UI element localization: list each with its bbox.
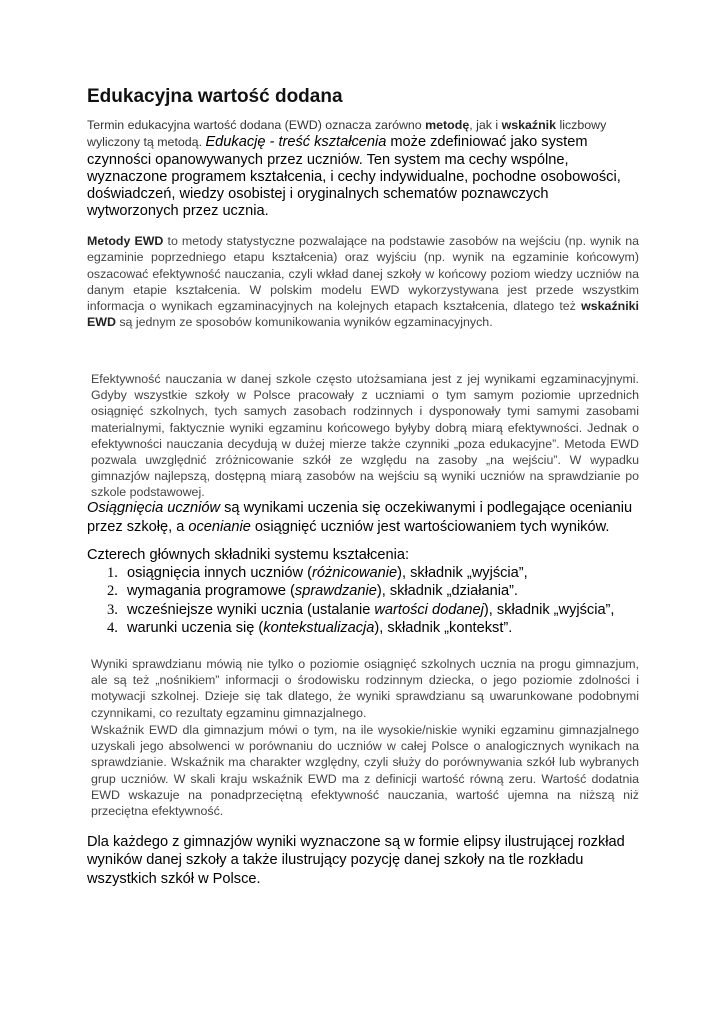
list-item xyxy=(107,582,639,600)
list-number: 2. xyxy=(107,583,118,600)
italic-term: sprawdzanie xyxy=(294,583,377,600)
test-results-paragraph: Wyniki sprawdzianu mówią nie tylko o poziomie osiągnięć szkolnych ucznia na progu gimnazjum, ale są też „nośnikiem” informacji o środowisku rodzinnym dziecka, o jego poziomie zdolności i motywacji szkolnej. Dzieje się tak dlatego, że wyniki sprawdzianu są uwarunkowane podobnymi czynnikami, co rezultaty egzaminu gimnazjalnego. xyxy=(91,657,639,720)
text: wcześniejsze wyniki ucznia (ustalanie xyxy=(127,601,375,618)
italic-term: różnicowanie xyxy=(311,565,398,581)
components-list xyxy=(87,564,639,637)
text: może zdefiniować jako system czynności opanowywanych przez uczniów. Ten system ma cechy wspólne, wyznaczone programem kształcenia, i cechy indywidualne, pochodne osobowości, doświadczeń, wiedzy osobistej i oryginalnych schematów poznawczych wytworzonych przez ucznia. xyxy=(87,134,621,220)
page-title: Edukacyjna wartość dodana xyxy=(87,86,343,107)
methods-paragraph xyxy=(87,233,639,331)
list-number: 4. xyxy=(107,619,118,636)
text: liczbowy wyliczony tą metodą. xyxy=(87,118,607,150)
text: Termin edukacyjna wartość dodana (EWD) oznacza zarówno xyxy=(87,118,426,132)
bold-term: wskaźniki EWD xyxy=(87,299,639,330)
list-item xyxy=(107,564,639,582)
effectiveness-paragraph: Efektywność nauczania w danej szkole często utożsamiana jest z jej wynikami egzaminacyjnymi. Gdyby wszystkie szkoły w Polsce pracowały z uczniami o tym samym poziomie uprzednich osiągnięć szkolnych, tych samych zasobach rodzinnych i dysponowały tymi samymi zasobami materialnymi, faktycznie wyniki egzaminu końcowego byłyby dobrą miarą efektywności. Jednak o efektywności nauczania decydują w dużej mierze także czynniki „poza edukacyjne”. Metoda EWD pozwala uwzględnić zróżnicowanie szkół ze względu na zasoby „na wejściu”. W wypadku gimnazjów najlepszą, dostępną miarą zasobów na wejściu są wyniki uczniów na sprawdzianie po szkole podstawowej. xyxy=(91,372,639,500)
text: wymagania programowe ( xyxy=(127,583,295,600)
text: ), składnik „wyjścia”, xyxy=(483,601,615,618)
text: warunki uczenia się ( xyxy=(127,619,264,636)
text: są wynikami uczenia się oczekiwanymi i podlegające ocenianiu przez szkołę, a xyxy=(87,500,633,536)
list-item xyxy=(107,619,639,637)
text: , jak i xyxy=(469,118,502,132)
bold-term: metodę xyxy=(425,118,470,132)
italic-term: kontekstualizacja xyxy=(263,619,375,636)
intro-paragraph xyxy=(87,117,639,221)
text: ), składnik „działania”. xyxy=(376,583,518,600)
italic-term: wartości dodanej xyxy=(374,601,484,618)
bold-term: wskaźnik xyxy=(501,118,557,132)
list-item xyxy=(107,601,639,619)
text: to metody statystyczne pozwalające na podstawie zasobów na wejściu (np. wynik na egzaminie poprzedniego etapu kształcenia) oraz wyjściu (np. wynik na egzaminie końcowym) oszacować efektywność nauczania, czyli wkład danej szkoły w końcowy poziom wiedzy uczniów na danym etapie kształcenia. W polskim modelu EWD wykorzystywana jest przede wszystkim informacja o wynikach egzaminacyjnych na kolejnych etapach kształcenia, dlatego też xyxy=(87,234,639,314)
components-intro: Czterech głównych składniki systemu kształcenia: xyxy=(87,547,410,563)
list-number: 1. xyxy=(107,565,118,581)
italic-term: ocenianie xyxy=(188,519,251,536)
text: osiągnięć uczniów jest wartościowaniem tych wyników. xyxy=(250,519,610,536)
components-section xyxy=(87,546,639,637)
ellipse-paragraph: Dla każdego z gimnazjów wyniki wyznaczone są w formie elipsy ilustrującej rozkład wyników danej szkoły a także ilustrujący pozycję danej szkoły na tle rozkładu wszystkich szkół w Polsce. xyxy=(87,834,625,887)
text: ), składnik „kontekst”. xyxy=(374,619,513,636)
bold-term: Metody EWD xyxy=(87,234,164,248)
text: osiągnięcia innych uczniów ( xyxy=(127,565,312,581)
achievements-paragraph xyxy=(87,499,639,537)
italic-term: Edukację - treść kształcenia xyxy=(205,134,387,151)
text: są jednym ze sposobów komunikowania wyników egzaminacyjnych. xyxy=(115,315,493,330)
text: ), składnik „wyjścia”, xyxy=(397,565,528,581)
ewd-indicator-paragraph: Wskaźnik EWD dla gimnazjum mówi o tym, na ile wysokie/niskie wyniki egzaminu gimnazjalnego uzyskali jego absolwenci w porównaniu do uczniów w całej Polsce o analogicznych wynikach na sprawdzianie. Wskaźnik ma charakter względny, czyli służy do porównywania szkół lub wybranych grup uczniów. W skali kraju wskaźnik EWD ma z definicji wartość równą zeru. Wartość dodatnia EWD wskazuje na ponadprzeciętną efektywność nauczania, wartość ujemna na niższą niż przeciętna efektywność. xyxy=(91,723,639,819)
italic-term: Osiągnięcia uczniów xyxy=(87,500,221,516)
list-number: 3. xyxy=(107,601,118,618)
